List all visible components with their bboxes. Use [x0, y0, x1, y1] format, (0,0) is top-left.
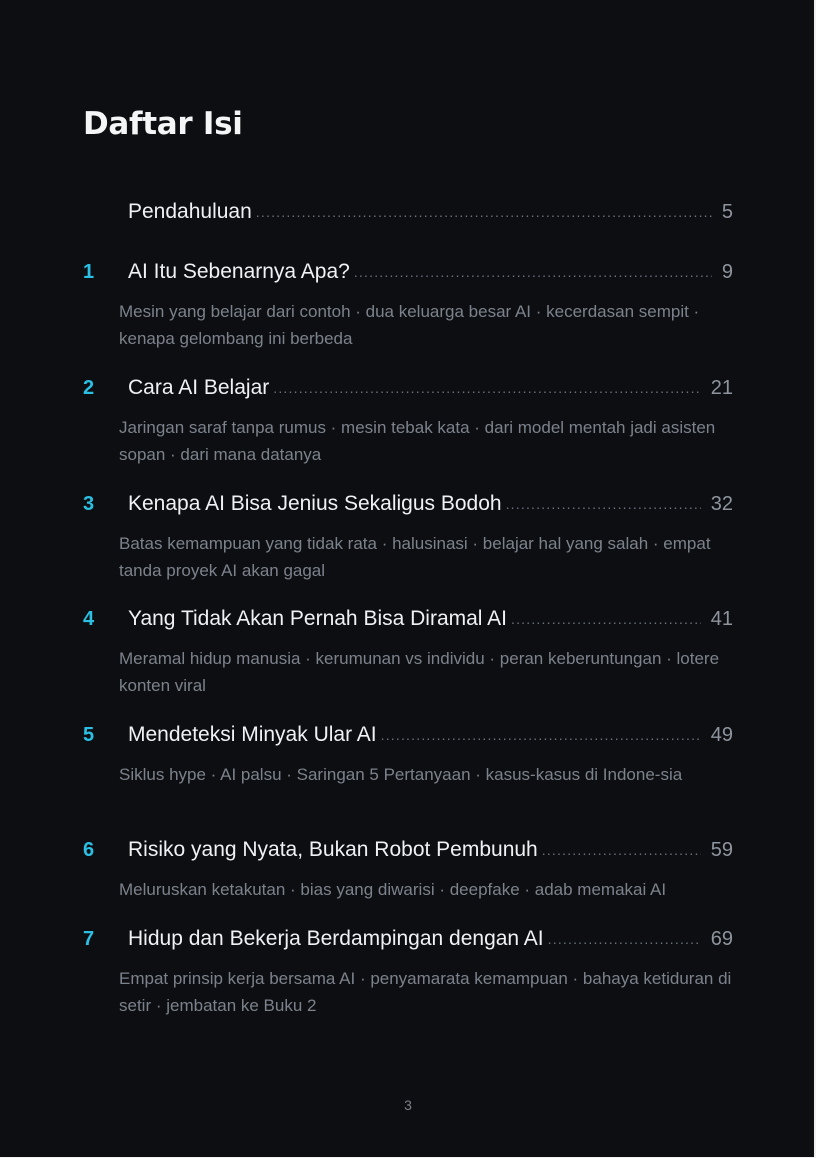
page-title: Daftar Isi — [83, 106, 243, 142]
page-number: 9 — [721, 261, 733, 283]
chapter-number: 4 — [83, 608, 95, 630]
toc-entry-chapter-3[interactable] — [83, 492, 733, 584]
chapter-description: Siklus hype · AI palsu · Saringan 5 Pertanyaan · kasus-kasus di Indone-sia — [119, 765, 683, 784]
page-number: 49 — [710, 724, 733, 746]
page-number: 5 — [721, 201, 733, 223]
chapter-title[interactable]: Pendahuluan — [128, 200, 252, 223]
dot-leader — [542, 842, 701, 858]
page-number: 21 — [710, 377, 733, 399]
page-number: 32 — [710, 493, 733, 515]
page-number: 69 — [710, 928, 733, 950]
chapter-number: 7 — [83, 928, 95, 950]
toc-entry-chapter-2[interactable] — [83, 376, 733, 468]
chapter-title[interactable]: Kenapa AI Bisa Jenius Sekaligus Bodoh — [128, 492, 502, 515]
chapter-number: 2 — [83, 377, 95, 399]
chapter-description: Meramal hidup manusia · kerumunan vs individu · peran keberuntungan · lotere konten viral — [119, 649, 720, 695]
chapter-description: Empat prinsip kerja bersama AI · penyamarata kemampuan · bahaya ketiduran di setir · jembatan ke Buku 2 — [119, 969, 732, 1015]
dot-leader — [354, 264, 712, 280]
chapter-title[interactable]: Mendeteksi Minyak Ular AI — [128, 723, 377, 746]
chapter-number: 6 — [83, 839, 95, 861]
toc-entry-intro[interactable] — [83, 200, 733, 230]
dot-leader — [511, 611, 701, 627]
toc-entry-chapter-6[interactable] — [83, 838, 733, 903]
chapter-title[interactable]: Yang Tidak Akan Pernah Bisa Diramal AI — [128, 607, 507, 630]
dot-leader — [256, 204, 712, 220]
toc-entry-chapter-5[interactable] — [83, 723, 733, 788]
toc-entry-chapter-1[interactable] — [83, 260, 733, 352]
chapter-description: Mesin yang belajar dari contoh · dua keluarga besar AI · kecerdasan sempit · kenapa gelombang ini berbeda — [119, 302, 700, 348]
chapter-description: Meluruskan ketakutan · bias yang diwarisi · deepfake · adab memakai AI — [119, 880, 667, 899]
chapter-number: 1 — [83, 261, 95, 283]
toc-entry-chapter-4[interactable] — [83, 607, 733, 699]
chapter-description: Batas kemampuan yang tidak rata · halusinasi · belajar hal yang salah · empat tanda proyek AI akan gagal — [119, 534, 711, 580]
chapter-title[interactable]: Cara AI Belajar — [128, 376, 270, 399]
dot-leader — [381, 727, 701, 743]
chapter-number: 3 — [83, 493, 95, 515]
chapter-title[interactable]: Hidup dan Bekerja Berdampingan dengan AI — [128, 927, 544, 950]
page-number-footer: 3 — [404, 1097, 412, 1113]
chapter-description: Jaringan saraf tanpa rumus · mesin tebak kata · dari model mentah jadi asisten sopan · dari mana datanya — [119, 418, 716, 464]
chapter-title[interactable]: Risiko yang Nyata, Bukan Robot Pembunuh — [128, 838, 538, 861]
page-number: 59 — [710, 839, 733, 861]
page-number: 41 — [710, 608, 733, 630]
dot-leader — [506, 496, 701, 512]
toc-entry-chapter-7[interactable] — [83, 927, 733, 1019]
dot-leader — [273, 380, 701, 396]
chapter-title[interactable]: AI Itu Sebenarnya Apa? — [128, 260, 350, 283]
dot-leader — [548, 931, 701, 947]
chapter-number: 5 — [83, 724, 95, 746]
